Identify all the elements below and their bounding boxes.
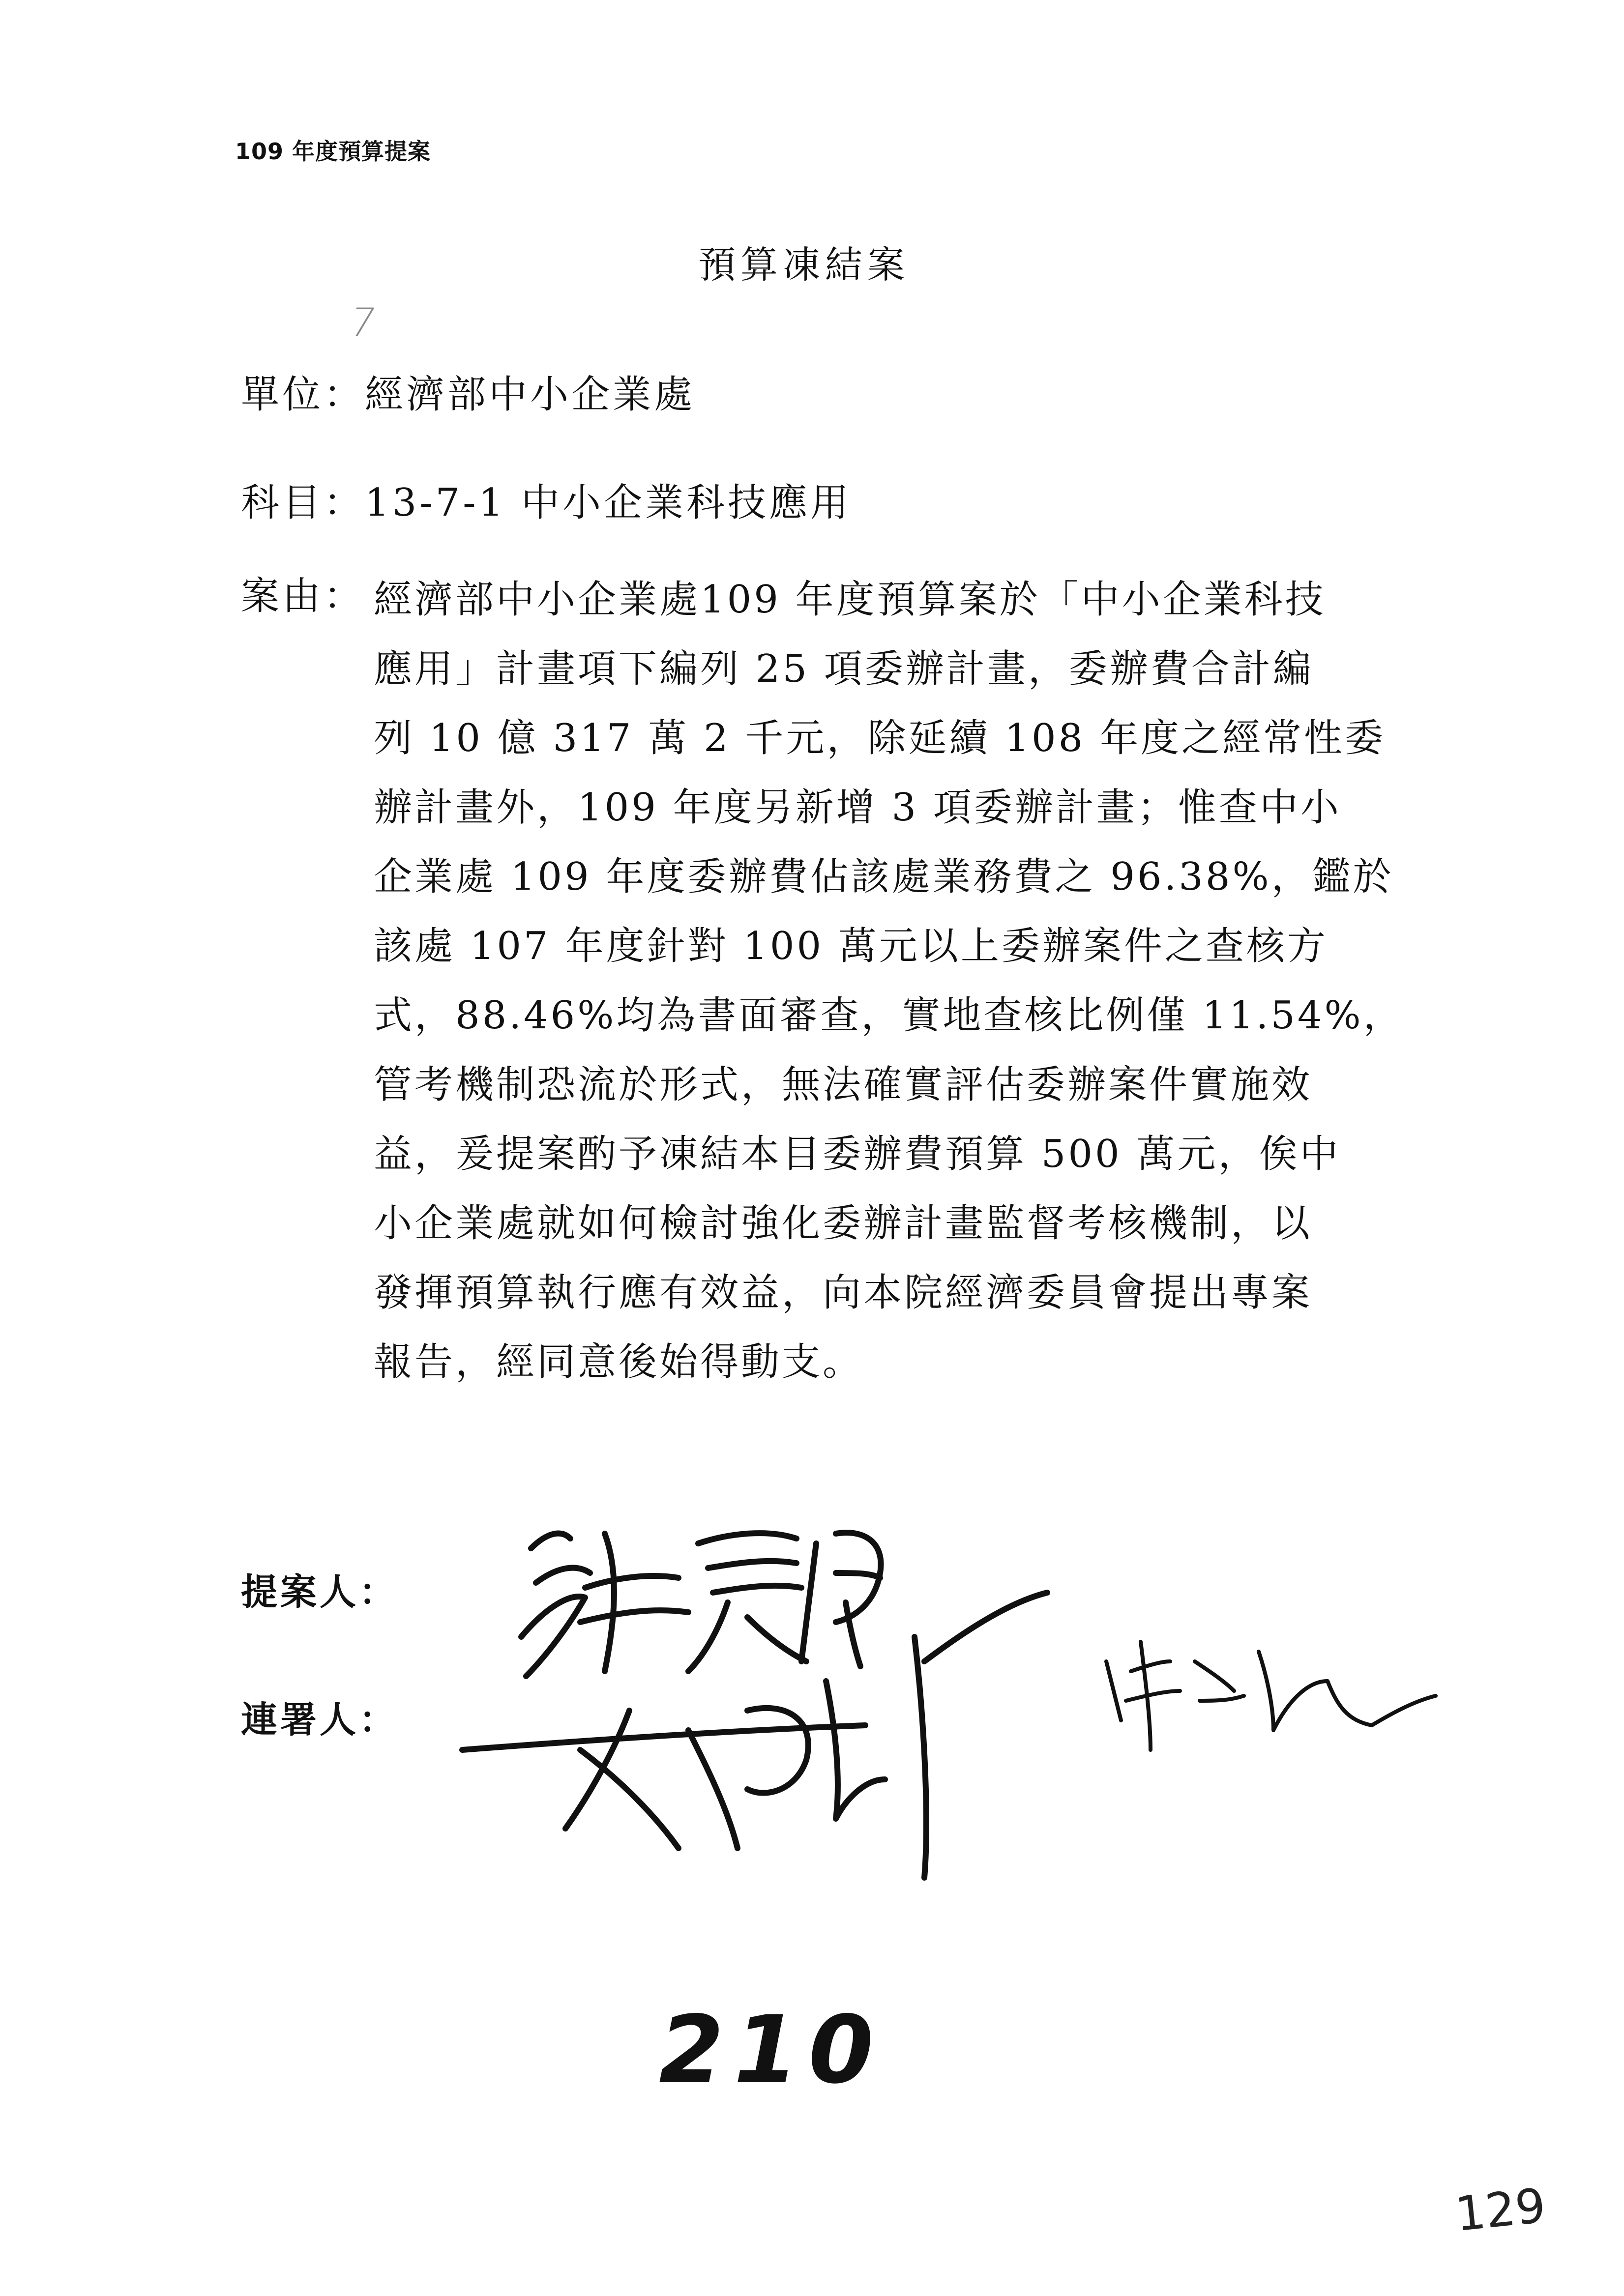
reason-line: 管考機制恐流於形式，無法確實評估委辦案件實施效 — [374, 1063, 1313, 1107]
proposer-signature — [521, 1533, 881, 1676]
document-title: 預算凍結案 — [698, 243, 910, 287]
reason-line: 該處 107 年度針對 100 萬元以上委辦案件之查核方 — [374, 924, 1328, 968]
unit-field: 單位：經濟部中小企業處 — [241, 373, 696, 417]
handwritten-note: 7 — [345, 300, 380, 346]
handwritten-page-number: 210 — [659, 1996, 884, 2104]
reason-line: 益，爰提案酌予凍結本目委辦費預算 500 萬元，俟中 — [374, 1132, 1341, 1176]
reason-label: 案由： — [241, 574, 365, 618]
reason-line: 報告，經同意後始得動支。 — [374, 1340, 864, 1384]
corner-page-number: 129 — [1452, 2178, 1548, 2242]
reason-line: 辦計畫外，109 年度另新增 3 項委辦計畫；惟查中小 — [374, 785, 1341, 830]
reason-line: 式，88.46%均為書面審查，實地查核比例僅 11.54%， — [374, 993, 1404, 1038]
subject-field: 科目：13-7-1 中小企業科技應用 — [241, 481, 852, 525]
cosigner-signature — [1106, 1642, 1436, 1750]
reason-line: 應用」計畫項下編列 25 項委辦計畫，委辦費合計編 — [374, 647, 1314, 691]
proposer-label: 提案人： — [241, 1571, 398, 1613]
header-label: 109 年度預算提案 — [235, 138, 431, 165]
cosigner-signature — [462, 1593, 1047, 1878]
reason-line: 小企業處就如何檢討強化委辦計畫監督考核機制，以 — [374, 1201, 1313, 1246]
reason-line: 列 10 億 317 萬 2 千元，除延續 108 年度之經常性委 — [374, 716, 1386, 760]
reason-line: 發揮預算執行應有效益，向本院經濟委員會提出專案 — [374, 1271, 1313, 1315]
cosigner-label: 連署人： — [241, 1699, 398, 1741]
reason-line: 經濟部中小企業處109 年度預算案於「中小企業科技 — [374, 578, 1326, 622]
reason-line: 企業處 109 年度委辦費佔該處業務費之 96.38%，鑑於 — [374, 855, 1394, 899]
